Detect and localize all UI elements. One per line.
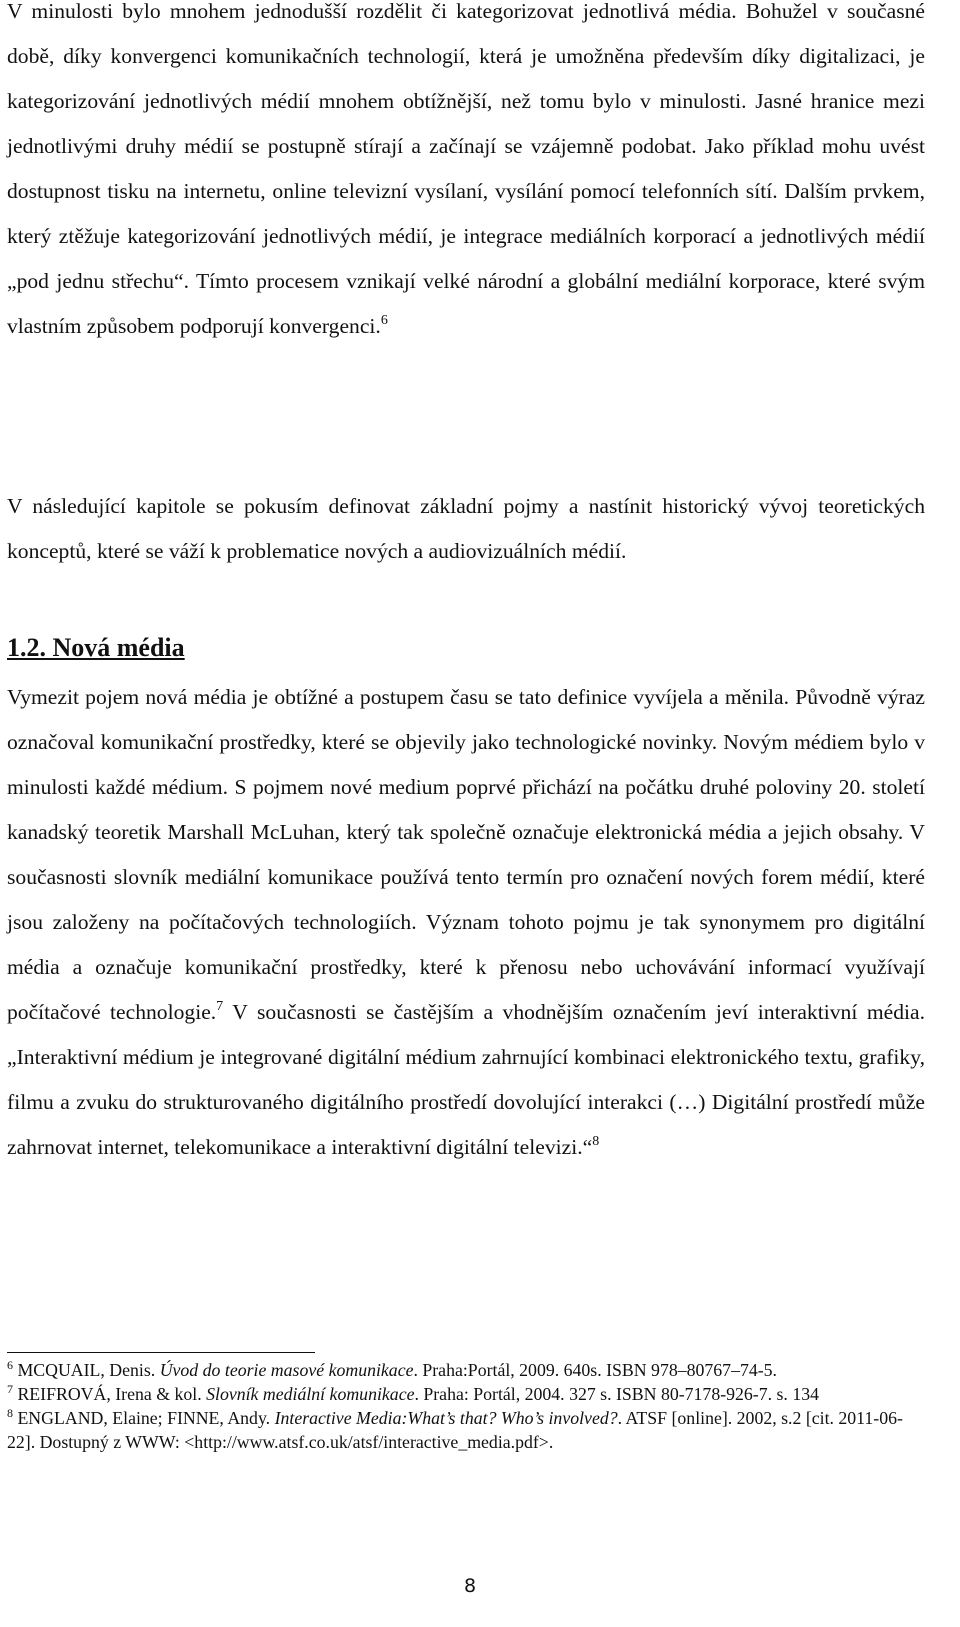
section-heading: 1.2. Nová média	[7, 633, 185, 662]
footnote-reference: 6	[380, 313, 388, 328]
footnote-number: 6	[7, 1358, 13, 1372]
footnote-title: Slovník mediální komunikace	[206, 1384, 415, 1404]
footnote-publication: . Praha:Portál, 2009. 640s. ISBN 978–80767–74-5.	[413, 1360, 778, 1380]
paragraph-media-convergence	[7, 0, 925, 349]
footnote	[7, 1406, 925, 1454]
paragraph-text: V následující kapitole se pokusím definovat základní pojmy a nastínit historický vývoj teoretických konceptů, které se váží k problematice nových a audiovizuálních médií.	[7, 494, 925, 563]
footnote-author: REIFROVÁ, Irena & kol.	[13, 1384, 207, 1404]
footnote-number: 7	[7, 1382, 13, 1396]
footnote-author: MCQUAIL, Denis.	[13, 1360, 160, 1380]
footnotes	[7, 1358, 925, 1454]
footnote	[7, 1358, 925, 1382]
paragraph-chapter-intro	[7, 484, 925, 574]
footnote-publication: . ATSF [online]. 2002, s.2 [cit. 2011-06-22]. Dostupný z WWW: <http://www.atsf.co.uk/atsf/interactive_media.pdf>.	[7, 1408, 903, 1452]
paragraph-text: Vymezit pojem nová média je obtížné a postupem času se tato definice vyvíjela a měnila. Původně výraz označoval komunikační prostředky, které se objevily jako technologické novinky. Novým médiem bylo v minulosti každé médium. S pojmem nové medium poprvé přichází na počátku druhé poloviny 20. století kanadský teoretik Marshall McLuhan, který tak společně označuje elektronická média a jejich obsahy. V současnosti slovník mediální komunikace používá tento termín pro označení nových forem médií, které jsou založeny na počítačových technologiích. Význam tohoto pojmu je tak synonymem pro digitální média a označuje komunikační prostředky, které k přenosu nebo uchovávání informací využívají počítačové technologie.	[7, 685, 925, 1024]
paragraph-text: V minulosti bylo mnohem jednodušší rozdělit či kategorizovat jednotlivá média. Bohužel v současné době, díky konvergenci komunikačních technologií, která je umožněna především díky digitalizaci, je kategorizování jednotlivých médií mnohem obtížnější, než tomu bylo v minulosti. Jasné hranice mezi jednotlivými druhy médií se postupně stírají a začínají se vzájemně podobat. Jako příklad mohu uvést dostupnost tisku na internetu, online televizní vysílaní, vysílání pomocí telefonních sítí. Dalším prvkem, který ztěžuje kategorizování jednotlivých médií, je integrace mediálních korporací a jednotlivých médií „pod jednu střechu“. Tímto procesem vznikají velké národní a globální mediální korporace, které svým vlastním způsobem podporují konvergenci.	[7, 0, 925, 338]
paragraph-new-media	[7, 675, 925, 1170]
footnote-author: ENGLAND, Elaine; FINNE, Andy.	[13, 1408, 275, 1428]
footnote-title: Úvod do teorie masové komunikace	[159, 1360, 414, 1380]
footnote-reference: 8	[592, 1134, 600, 1149]
paragraph-text: V současnosti se častějším a vhodnějším označením jeví interaktivní média. „Interaktivní médium je integrované digitální médium zahrnující kombinaci elektronického textu, grafiky, filmu a zvuku do strukturovaného digitálního prostředí dovolující interakci (…) Digitální prostředí může zahrnovat internet, telekomunikace a interaktivní digitální televizi.“	[7, 1000, 925, 1159]
footnote-number: 8	[7, 1406, 13, 1420]
page-number: 8	[463, 1575, 477, 1597]
footnote-separator	[7, 1352, 315, 1353]
footnote-title: Interactive Media:What’s that? Who’s involved?	[274, 1408, 618, 1428]
footnote	[7, 1382, 925, 1406]
footnote-reference: 7	[216, 999, 224, 1014]
footnote-publication: . Praha: Portál, 2004. 327 s. ISBN 80-7178-926-7. s. 134	[414, 1384, 819, 1404]
